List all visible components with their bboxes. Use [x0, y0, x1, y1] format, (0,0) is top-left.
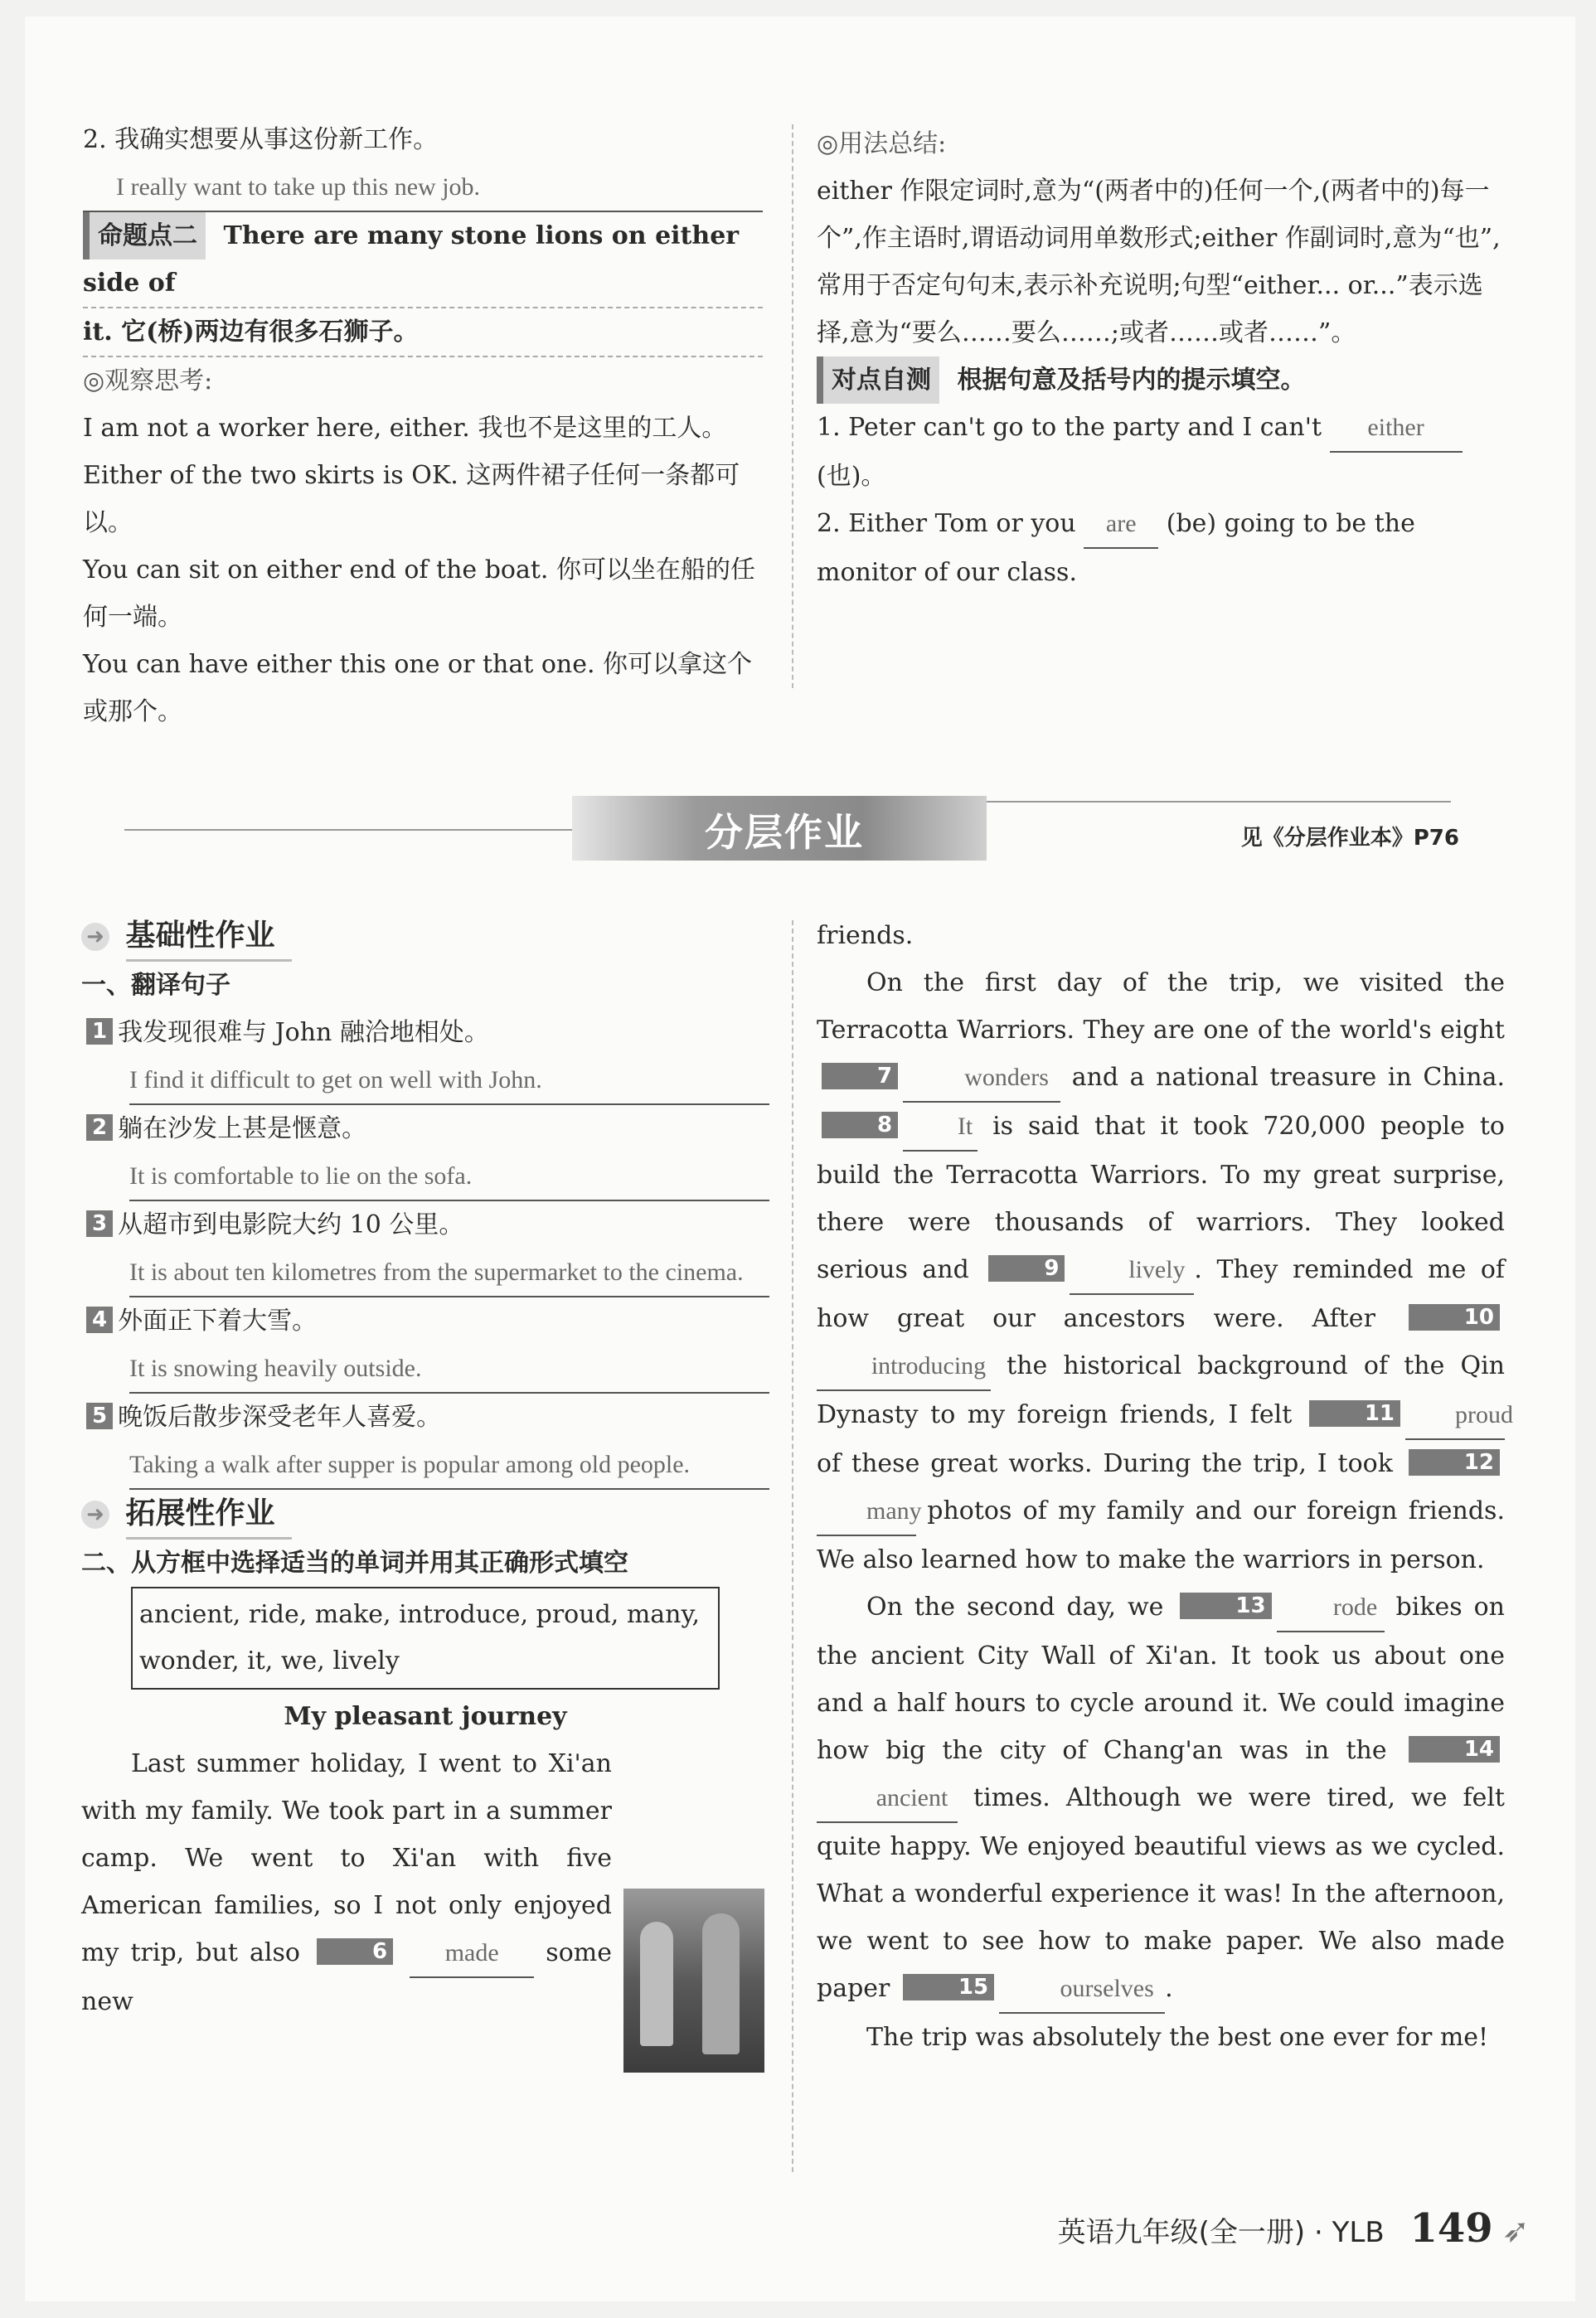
blank-8: It	[903, 1103, 977, 1152]
section-banner	[124, 796, 1459, 862]
extend-title: 拓展性作业	[126, 1490, 292, 1540]
blank-12: many	[817, 1487, 916, 1536]
passage-para-2	[817, 959, 1513, 1583]
blank-15: ourselves	[999, 1965, 1165, 2014]
example-2: Either of the two skirts is OK. 这两件裙子任何一条都可以。	[83, 461, 740, 537]
arrow-icon: ➜	[81, 923, 109, 951]
top-left-column	[83, 116, 763, 735]
blank-number-11: 11	[1309, 1400, 1400, 1427]
item-1-answer: I find it difficult to get on well with John.	[129, 1056, 769, 1105]
selftest-1-blank: either	[1330, 404, 1463, 453]
banner-line-left	[124, 829, 572, 831]
word-box: ancient, ride, make, introduce, proud, many, wonder, it, we, lively	[131, 1587, 720, 1690]
blank-13: rode	[1277, 1583, 1385, 1632]
blank-number-6: 6	[317, 1938, 393, 1965]
blank-number-8: 8	[822, 1112, 898, 1138]
para-1-end: some new	[81, 1938, 612, 2016]
question-2-answer: I really want to take up this new job.	[83, 163, 763, 212]
para-3-c: times. Although we were tired, we felt quite happy. We enjoyed beautiful views as we cycled. What a wonderful experience it was! In the afternoon, we went to see how to make paper. We also made paper	[817, 1783, 1505, 2003]
item-2	[81, 1105, 769, 1152]
selftest-heading	[817, 356, 1505, 404]
para-2-c: is said that it took 720,000 people to build the Terracotta Warriors. To my great surprise, there were thousands of warriors. They looked serious and	[817, 1112, 1505, 1284]
usage-text: either 作限定词时,意为“(两者中的)任何一个,(两者中的)每一个”,作主语时,谓语动词用单数形式;either 作副词时,意为“也”,常用于否定句句末,表示补充说明;句型“either... or...”表示选择,意为“要么……要么……;或者……或者……”。	[817, 177, 1501, 347]
item-2-answer: It is comfortable to lie on the sofa.	[129, 1152, 769, 1201]
item-3-cn: 从超市到电影院大约 10 公里。	[118, 1210, 464, 1239]
para-2-f: of these great works. During the trip, I took	[817, 1449, 1393, 1478]
para-1-text: Last summer holiday, I went to Xi'an with my family. We took part in a summer camp. We went to Xi'an with five American families, so I not only enjoyed my trip, but also	[81, 1749, 612, 1967]
footer-book: 英语九年级(全一册) · YLB	[1057, 2216, 1385, 2249]
selftest-1-hint: (也)。	[817, 462, 886, 491]
example-1: I am not a worker here, either. 我也不是这里的工人。	[83, 414, 727, 443]
top-divider	[792, 124, 793, 688]
basic-heading	[81, 912, 769, 962]
para-3-b: bikes on the ancient City Wall of Xi'an. It took us about one and a half hours to cycle around it. We could imagine how big the city of Chang'an was in the	[817, 1593, 1505, 1765]
question-2: 2. 我确实想要从事这份新工作。	[83, 125, 439, 154]
para-2-g: photos of my family and our foreign friends. We also learned how to make the warriors in person.	[817, 1496, 1505, 1574]
para-2-e: the historical background of the Qin Dynasty to my foreign friends, I felt	[817, 1351, 1505, 1429]
item-number: 1	[86, 1018, 113, 1045]
blank-6: made	[410, 1929, 534, 1978]
lower-left-column	[81, 912, 769, 2025]
selftest-2	[817, 500, 1505, 596]
selftest-1-text: 1. Peter can't go to the party and I can't	[817, 413, 1322, 442]
item-3	[81, 1201, 769, 1249]
item-number: 5	[86, 1403, 113, 1429]
example-3: You can sit on either end of the boat. 你可以坐在船的任何一端。	[83, 555, 755, 632]
selftest-badge: 对点自测	[817, 356, 939, 404]
item-number: 4	[86, 1307, 113, 1333]
footer	[1058, 2205, 1530, 2252]
arrow-icon: ➜	[81, 1501, 109, 1529]
item-1-cn: 我发现很难与 John 融洽地相处。	[118, 1018, 489, 1047]
blank-number-12: 12	[1409, 1449, 1500, 1476]
item-5	[81, 1394, 769, 1441]
item-4-answer: It is snowing heavily outside.	[129, 1345, 769, 1394]
part2-title: 二、从方框中选择适当的单词并用其正确形式填空	[81, 1549, 628, 1578]
blank-number-10: 10	[1409, 1304, 1500, 1331]
item-4	[81, 1297, 769, 1345]
point-heading	[83, 212, 763, 308]
selftest-title: 根据句意及括号内的提示填空。	[957, 366, 1306, 395]
extend-heading	[81, 1490, 769, 1540]
blank-14: ancient	[817, 1774, 958, 1823]
item-1	[81, 1009, 769, 1056]
banner-title: 分层作业	[705, 810, 864, 855]
passage-friends: friends.	[817, 921, 914, 950]
item-5-cn: 晚饭后散步深受老年人喜爱。	[118, 1403, 442, 1432]
page-number: 149	[1409, 2205, 1493, 2252]
blank-number-9: 9	[988, 1255, 1065, 1282]
basic-title: 基础性作业	[126, 912, 292, 962]
blank-11: proud	[1405, 1391, 1505, 1440]
banner-ref: 见《分层作业本》P76	[1240, 826, 1459, 851]
point-title-en: There are many stone lions on either side of	[83, 221, 740, 298]
selftest-2-text: 2. Either Tom or you	[817, 509, 1076, 538]
blank-number-7: 7	[822, 1063, 898, 1089]
para-2-b: and a national treasure in China.	[1071, 1063, 1505, 1092]
blank-7: wonders	[903, 1054, 1060, 1103]
item-3-answer: It is about ten kilometres from the supermarket to the cinema.	[129, 1249, 769, 1297]
example-4: You can have either this one or that one. 你可以拿这个或那个。	[83, 650, 753, 726]
point-badge: 命题点二	[83, 212, 206, 259]
blank-number-14: 14	[1409, 1736, 1500, 1763]
selftest-1	[817, 404, 1505, 500]
observe-label: ◎观察思考:	[83, 366, 213, 395]
banner-line-right	[987, 801, 1451, 803]
item-5-answer: Taking a walk after supper is popular among old people.	[129, 1441, 769, 1490]
item-4-cn: 外面正下着大雪。	[118, 1307, 318, 1336]
blank-number-15: 15	[903, 1974, 994, 2000]
passage-para-4: The trip was absolutely the best one ever for me!	[866, 2023, 1489, 2052]
part1-title: 一、翻译句子	[81, 971, 230, 1000]
usage-title: ◎用法总结:	[817, 129, 947, 158]
blank-9: lively	[1070, 1246, 1194, 1295]
selftest-2-hint: (be) going to be the monitor of our class.	[817, 509, 1415, 587]
para-2-d: . They reminded me of how great our ancestors were. After	[817, 1255, 1506, 1333]
passage-title: My pleasant journey	[284, 1702, 567, 1731]
para-2-a: On the first day of the trip, we visited the Terracotta Warriors. They are one of the world's eight	[817, 968, 1505, 1045]
bird-icon: ➶	[1501, 2212, 1530, 2250]
top-right-column	[817, 120, 1505, 596]
selftest-2-blank: are	[1084, 500, 1158, 549]
item-number: 2	[86, 1114, 113, 1141]
item-2-cn: 躺在沙发上甚是惬意。	[118, 1114, 367, 1143]
lower-divider	[792, 920, 793, 2172]
blank-number-13: 13	[1180, 1593, 1271, 1619]
terracotta-warriors-photo	[623, 1889, 764, 2073]
item-number: 3	[86, 1210, 113, 1237]
blank-10: introducing	[817, 1342, 991, 1391]
lower-right-column	[817, 912, 1513, 2061]
passage-para-3: On the second day, we 13 rode bikes on the ancient City Wall of Xi'an. It took us about one and a half hours to cycle around it. We could imagine how big the city of Chang'an was in the 14ancient times. Although we were tired, we felt quite happy. We enjoyed beautiful views as we cycled. What a wonderful experience it was! In the afternoon, we went to see how to make paper. We also made paper 15 ourselves .	[817, 1583, 1505, 2014]
point-title-rest: it. 它(桥)两边有很多石狮子。	[83, 308, 763, 357]
para-3-a: On the second day, we	[866, 1593, 1164, 1622]
